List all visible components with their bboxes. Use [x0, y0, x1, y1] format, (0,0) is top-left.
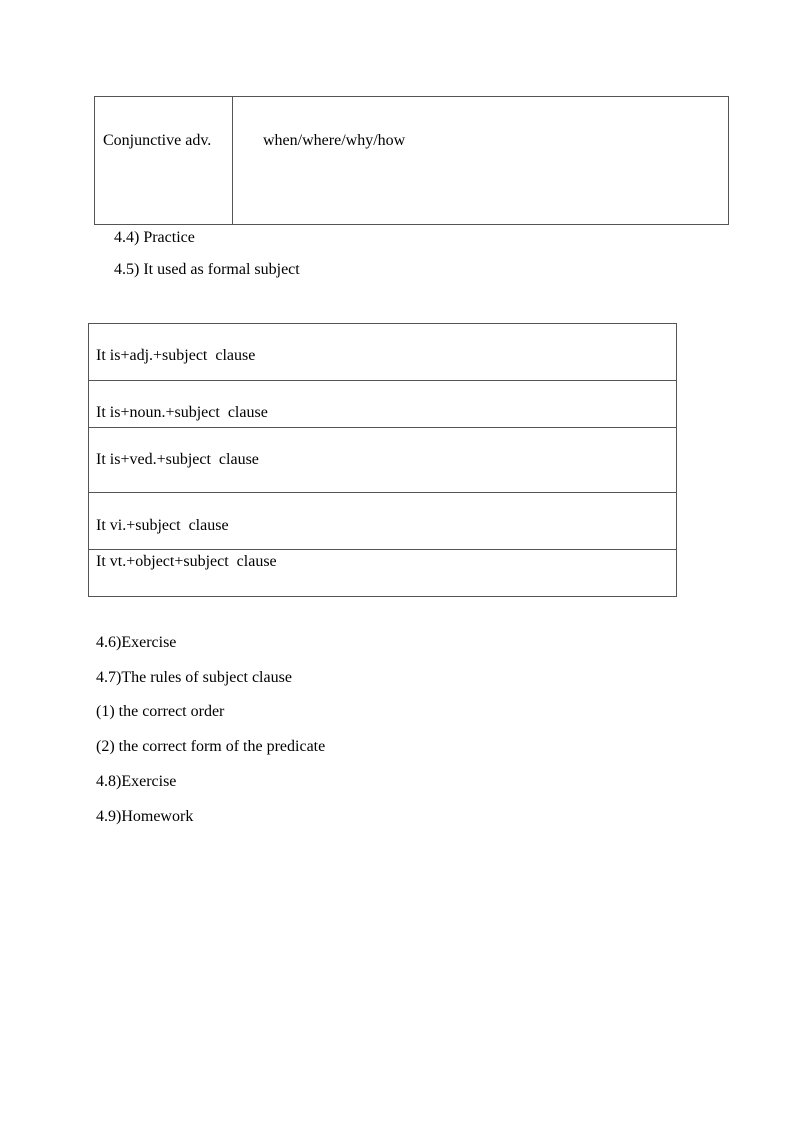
- table-row: [89, 428, 676, 493]
- table-row: [89, 381, 676, 428]
- table-cell: It vt.+object+subject clause: [96, 553, 277, 570]
- section-rules: 4.7)The rules of subject clause: [96, 669, 292, 686]
- table-cell: It is+adj.+subject clause: [96, 347, 256, 364]
- table-row: [89, 324, 676, 381]
- table-row: [89, 493, 676, 550]
- section-exercise-48: 4.8)Exercise: [96, 773, 177, 790]
- section-homework: 4.9)Homework: [96, 808, 194, 825]
- table-value-cell: when/where/why/how: [263, 132, 406, 149]
- conjunctive-adverb-table: [94, 96, 729, 225]
- table-cell: It vi.+subject clause: [96, 517, 229, 534]
- table-cell: It is+ved.+subject clause: [96, 451, 259, 468]
- table-label-cell: Conjunctive adv.: [103, 132, 212, 149]
- table-cell: It is+noun.+subject clause: [96, 404, 268, 421]
- formal-subject-table: [88, 323, 677, 597]
- section-formal-subject: 4.5) It used as formal subject: [114, 261, 300, 278]
- table-divider: [232, 97, 233, 224]
- table-row: [89, 550, 676, 596]
- section-exercise-46: 4.6)Exercise: [96, 634, 177, 651]
- rule-item-2: (2) the correct form of the predicate: [96, 738, 326, 755]
- rule-item-1: (1) the correct order: [96, 703, 225, 720]
- section-practice: 4.4) Practice: [114, 229, 195, 246]
